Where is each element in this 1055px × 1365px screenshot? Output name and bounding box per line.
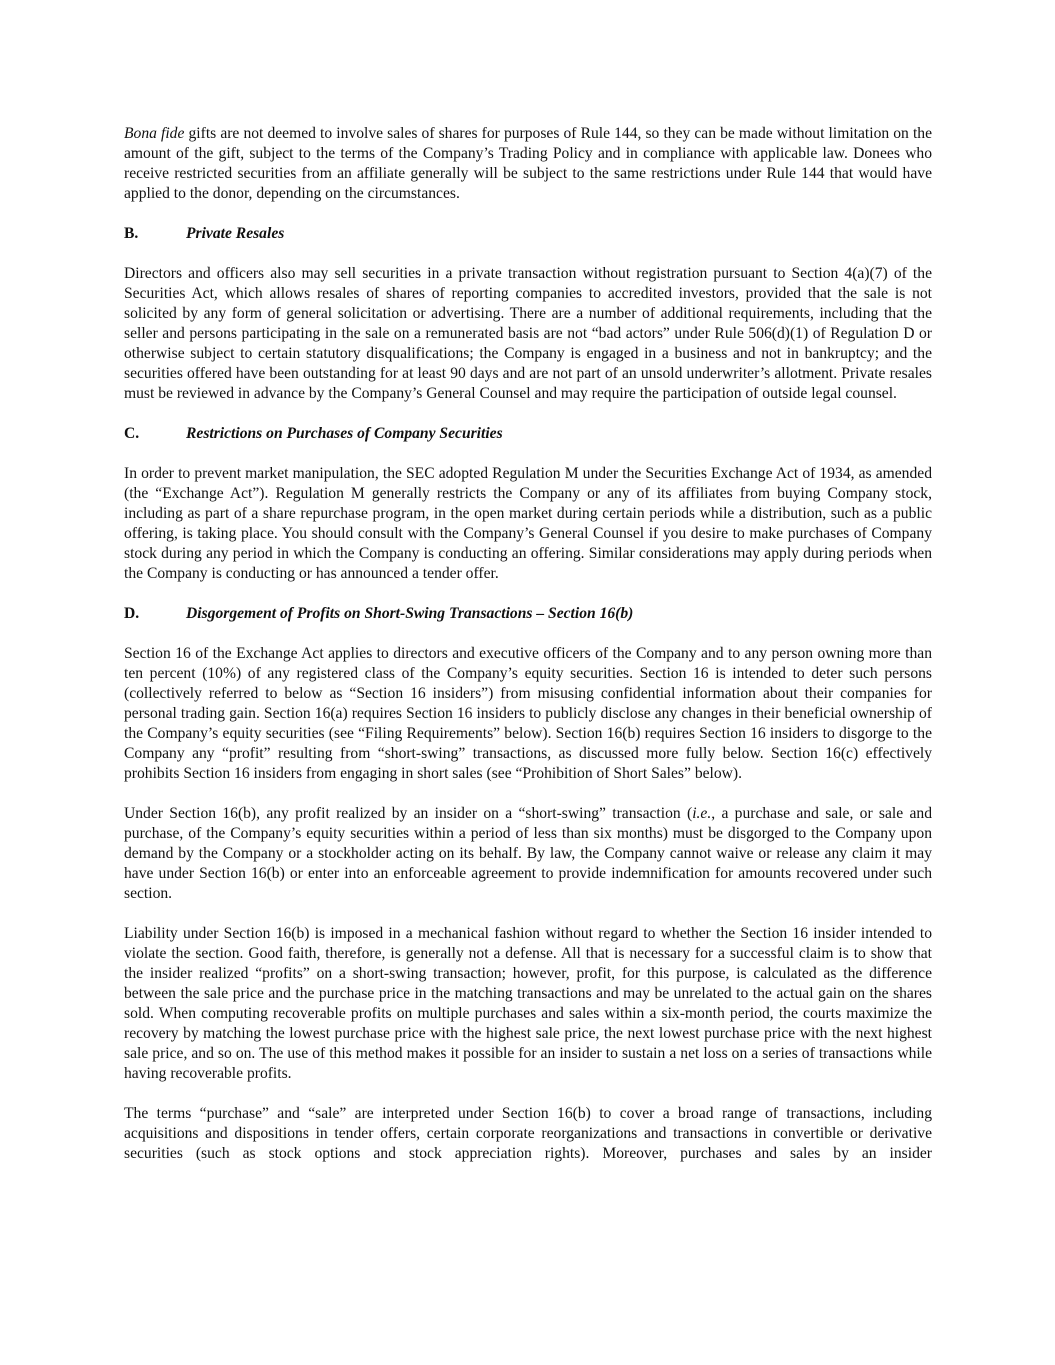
section-title: Private Resales [186, 225, 285, 242]
ie-italic: i.e. [692, 805, 712, 822]
paragraph-short-swing [124, 804, 932, 904]
text-after-ie: , a purchase and sale, or sale and purchase, of the Company’s equity securities within a period of less than six months) must be disgorged to the Company upon demand by the Company or a stockholder acting on its behalf. By law, the Company cannot waive or release any claim it may have under Section 16(b) or enter into an enforceable agreement to provide indemnification for amounts recovered under such section. [124, 805, 932, 902]
document-page [124, 124, 932, 1184]
section-title: Disgorgement of Profits on Short-Swing Transactions – Section 16(b) [186, 605, 634, 622]
paragraph-regulation-m: In order to prevent market manipulation, the SEC adopted Regulation M under the Securities Exchange Act of 1934, as amended (the “Exchange Act”). Regulation M generally restricts the Company or any of its affiliates from buying Company stock, including as part of a share repurchase program, in the open market during certain periods while a distribution, such as a public offering, is taking place. You should consult with the Company’s General Counsel if you desire to make purchases of Company stock during any period in which the Company is conducting an offering. Similar considerations may apply during periods when the Company is conducting or has announced a tender offer. [124, 465, 932, 582]
intro-paragraph-text: gifts are not deemed to involve sales of shares for purposes of Rule 144, so they can be made without limitation on the amount of the gift, subject to the terms of the Company’s Trading Policy and in compliance with applicable law. Donees who receive restricted securities from an affiliate generally will be subject to the same restrictions under Rule 144 that would have applied to the donor, depending on the circumstances. [124, 125, 933, 202]
section-heading-c [124, 424, 932, 444]
section-number: C. [124, 425, 140, 442]
section-number: B. [124, 225, 139, 242]
text-before-ie: Under Section 16(b), any profit realized by an insider on a “short-swing” transaction ( [124, 805, 693, 822]
paragraph-section-16-overview: Section 16 of the Exchange Act applies to directors and executive officers of the Company and to any person owning more than ten percent (10%) of any registered class of the Company’s equity securities. Section 16 is intended to deter such persons (collectively referred to below as “Section 16 insiders”) from misusing confidential information about their companies for personal trading gain. Section 16(a) requires Section 16 insiders to publicly disclose any changes in their beneficial ownership of the Company’s equity securities (see “Filing Requirements” below). Section 16(b) requires Section 16 insiders to disgorge to the Company any “profit” resulting from “short-swing” transactions, as discussed more fully below. Section 16(c) effectively prohibits Section 16 insiders from engaging in short sales (see “Prohibition of Short Sales” below). [124, 645, 932, 782]
section-number: D. [124, 605, 140, 622]
intro-paragraph [124, 124, 932, 204]
paragraph-liability: Liability under Section 16(b) is imposed in a mechanical fashion without regard to whether the Section 16 insider intended to violate the section. Good faith, therefore, is generally not a defense. All that is necessary for a successful claim is to show that the insider realized “profits” on a short-swing transaction; however, profit, for this purpose, is calculated as the difference between the sale price and the purchase price in the matching transactions and may be unrelated to the actual gain on the shares sold. When computing recoverable profits on multiple purchases and sales within a six-month period, the courts maximize the recovery by matching the lowest purchase price with the highest sale price, the next lowest purchase price with the next highest sale price, and so on. The use of this method makes it possible for an insider to sustain a net loss on a series of transactions while having recoverable profits. [124, 925, 932, 1082]
paragraph-purchase-sale-terms: The terms “purchase” and “sale” are interpreted under Section 16(b) to cover a broad range of transactions, including acquisitions and dispositions in tender offers, certain corporate reorganizations and transactions in convertible or derivative securities (such as stock options and stock appreciation rights). Moreover, purchases and sales by an insider [124, 1105, 932, 1162]
paragraph-private-resales: Directors and officers also may sell securities in a private transaction without registration pursuant to Section 4(a)(7) of the Securities Act, which allows resales of shares of reporting companies to accredited investors, provided that the sale is not solicited by any form of general solicitation or advertising. There are a number of additional requirements, including that the seller and persons participating in the sale on a remunerated basis are not “bad actors” under Rule 506(d)(1) of Regulation D or otherwise subject to certain statutory disqualifications; the Company is engaged in a business and not in bankruptcy; and the securities offered have been outstanding for at least 90 days and are not part of an unsold underwriter’s allotment. Private resales must be reviewed in advance by the Company’s General Counsel and may require the participation of outside legal counsel. [124, 265, 932, 402]
section-title: Restrictions on Purchases of Company Securities [186, 425, 503, 442]
section-heading-d [124, 604, 932, 624]
bona-fide-italic: Bona fide [124, 125, 185, 142]
section-heading-b [124, 224, 932, 244]
